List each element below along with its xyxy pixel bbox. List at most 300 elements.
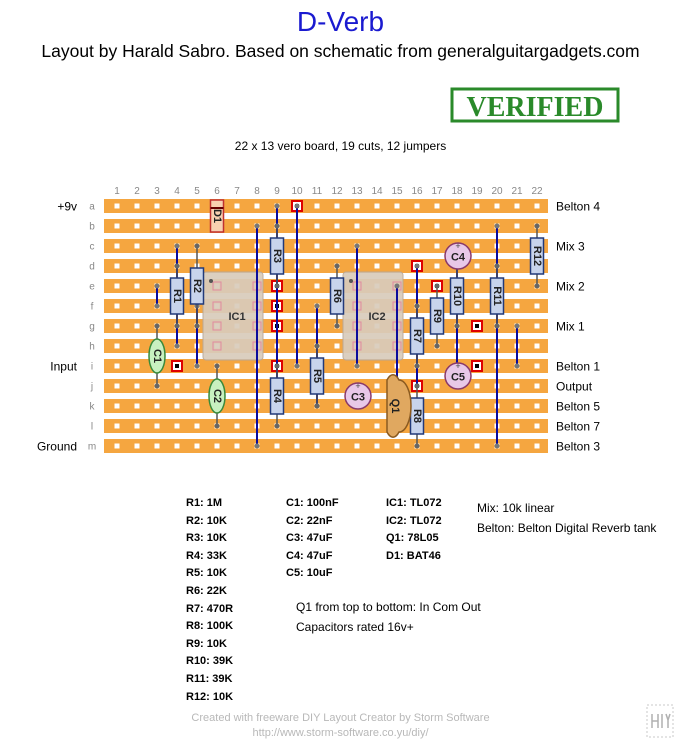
resistor-label: R11 [491, 286, 503, 306]
hole [115, 424, 120, 429]
ceramic-capacitor-label: C2 [211, 388, 223, 404]
hole [335, 424, 340, 429]
ceramic-capacitor-label: C1 [151, 348, 163, 364]
copper-strip [104, 259, 548, 273]
resistor-label: R1 [171, 288, 183, 304]
resistor-pad [535, 284, 540, 289]
column-numbers [114, 186, 543, 197]
hole [275, 444, 280, 449]
hole [115, 204, 120, 209]
board-info: 22 x 13 vero board, 19 cuts, 12 jumpers [234, 139, 447, 153]
copper-strip [104, 419, 548, 433]
hole [475, 264, 480, 269]
resistor-pad [275, 224, 280, 229]
resistor-pad [435, 344, 440, 349]
hole [195, 404, 200, 409]
jumper-end [355, 364, 360, 369]
hole [115, 444, 120, 449]
row-letter: g [89, 321, 95, 333]
jumper-end [315, 304, 320, 309]
copper-strip [104, 399, 548, 413]
right-label: Belton 4 [556, 199, 601, 214]
resistor-label: R2 [191, 278, 203, 294]
hole [195, 444, 200, 449]
copper-strip [104, 219, 548, 233]
jumper-end [395, 284, 400, 289]
hole [175, 204, 180, 209]
hole [375, 364, 380, 369]
copper-strip [104, 339, 548, 353]
hole [115, 304, 120, 309]
resistors-item: R12: 10K [186, 690, 234, 703]
hole [515, 224, 520, 229]
column-number: 13 [351, 186, 363, 197]
hole [475, 244, 480, 249]
jumper-end [355, 244, 360, 249]
hole [315, 244, 320, 249]
hole [415, 244, 420, 249]
hole [535, 304, 540, 309]
hole [215, 444, 220, 449]
hole [395, 264, 400, 269]
row-letter: c [89, 241, 95, 253]
hole [255, 204, 260, 209]
electrolytic-plus-mark: + [455, 361, 461, 371]
right-labels [556, 200, 600, 454]
hole [315, 224, 320, 229]
jumper-end [495, 444, 500, 449]
hole [375, 384, 380, 389]
jumper-end [255, 444, 260, 449]
hole [535, 324, 540, 329]
hole [435, 404, 440, 409]
resistor-pad [175, 264, 180, 269]
hole [135, 204, 140, 209]
column-number: 3 [154, 186, 160, 197]
jumper-end [175, 344, 180, 349]
column-number: 17 [431, 186, 443, 197]
hole [375, 224, 380, 229]
hole [135, 244, 140, 249]
hole [535, 424, 540, 429]
capacitors-item: C3: 47uF [286, 532, 333, 545]
column-number: 1 [114, 186, 120, 197]
column-number: 8 [254, 186, 260, 197]
hole [515, 444, 520, 449]
right-label: Mix 2 [556, 279, 585, 294]
resistor-pad [495, 324, 500, 329]
hole [435, 244, 440, 249]
right-label: Mix 3 [556, 239, 585, 254]
mix-note: Mix: 10k linear [477, 501, 555, 515]
row-letters [88, 202, 96, 453]
hole [355, 444, 360, 449]
column-number: 18 [451, 186, 463, 197]
hole [535, 344, 540, 349]
hole [235, 404, 240, 409]
right-label: Belton 7 [556, 419, 601, 434]
ic-label: IC2 [368, 311, 386, 323]
hole [395, 244, 400, 249]
hole [435, 204, 440, 209]
resistors-item: R6: 22K [186, 584, 227, 597]
hole [135, 444, 140, 449]
resistors-item: R5: 10K [186, 567, 227, 580]
resistor-pad [275, 284, 280, 289]
hole [515, 424, 520, 429]
capacitors-item: C4: 47uF [286, 549, 333, 562]
hole [475, 284, 480, 289]
hole [115, 224, 120, 229]
hole [115, 364, 120, 369]
resistor-label: R8 [411, 408, 423, 424]
q1-note: Q1 from top to bottom: In Com Out [296, 600, 481, 614]
row-letter: h [89, 341, 95, 353]
hole [315, 264, 320, 269]
hole [375, 424, 380, 429]
jumper-end [155, 304, 160, 309]
hole [155, 244, 160, 249]
capacitors-item: C1: 100nF [286, 497, 339, 509]
hole [155, 404, 160, 409]
hole [375, 444, 380, 449]
hole [475, 224, 480, 229]
hole [175, 424, 180, 429]
hole [235, 204, 240, 209]
resistor-pad [435, 284, 440, 289]
jumper-end [295, 204, 300, 209]
hole [455, 424, 460, 429]
hole [175, 384, 180, 389]
resistor-label: R6 [331, 288, 343, 304]
hole [115, 244, 120, 249]
column-number: 9 [274, 186, 280, 197]
hole [135, 224, 140, 229]
resistors-item: R11: 39K [186, 672, 233, 685]
diode-label: D1 [211, 208, 223, 224]
hole [235, 244, 240, 249]
hole [335, 384, 340, 389]
hole [515, 204, 520, 209]
hole [395, 224, 400, 229]
jumper-end [195, 364, 200, 369]
cut-hole [175, 364, 179, 368]
semis-item: IC1: TL072 [386, 497, 442, 509]
hole [335, 344, 340, 349]
hole [515, 304, 520, 309]
column-number: 5 [194, 186, 200, 197]
hole [415, 204, 420, 209]
copper-strip [104, 199, 548, 213]
hole [515, 404, 520, 409]
column-number: 21 [511, 186, 523, 197]
resistor-label: R7 [411, 328, 423, 344]
hole [195, 384, 200, 389]
column-number: 11 [311, 186, 323, 197]
row-letter: f [90, 301, 94, 313]
column-number: 6 [214, 186, 220, 197]
hole [535, 444, 540, 449]
capacitor-list [286, 495, 339, 583]
hole [215, 244, 220, 249]
hole [375, 204, 380, 209]
hole [375, 264, 380, 269]
hole [435, 424, 440, 429]
hole [475, 204, 480, 209]
row-letter: e [89, 281, 95, 293]
belton-note: Belton: Belton Digital Reverb tank [477, 521, 657, 535]
electrolytic-plus-mark: + [455, 241, 461, 251]
resistor-pad [195, 324, 200, 329]
ceramic-capacitor-pad [215, 424, 220, 429]
jumper-end [295, 364, 300, 369]
resistors-item: R10: 39K [186, 655, 234, 668]
right-label: Output [556, 379, 593, 394]
hole [175, 224, 180, 229]
hole [335, 404, 340, 409]
column-number: 2 [134, 186, 140, 197]
hole [475, 424, 480, 429]
hole [515, 284, 520, 289]
semis-item: D1: BAT46 [386, 549, 441, 562]
hole [475, 444, 480, 449]
hole [335, 244, 340, 249]
diy-logo-icon [646, 704, 674, 738]
page-title: D-Verb [296, 6, 385, 37]
hole [155, 444, 160, 449]
hole [355, 424, 360, 429]
copper-strip [104, 239, 548, 253]
hole [335, 364, 340, 369]
hole [135, 284, 140, 289]
column-number: 14 [371, 186, 383, 197]
hole [115, 344, 120, 349]
hole [135, 344, 140, 349]
hole [415, 224, 420, 229]
resistor-pad [415, 384, 420, 389]
hole [455, 404, 460, 409]
ic-pin1-mark [209, 279, 213, 283]
resistors-item: R9: 10K [186, 637, 227, 650]
hole [515, 264, 520, 269]
hole [435, 364, 440, 369]
copper-strip [104, 379, 548, 393]
hole [535, 404, 540, 409]
hole [455, 224, 460, 229]
hole [435, 224, 440, 229]
ceramic-capacitor-pad [155, 384, 160, 389]
resistor-pad [415, 364, 420, 369]
column-number: 22 [531, 186, 543, 197]
column-number: 7 [234, 186, 240, 197]
hole [535, 364, 540, 369]
hole [495, 204, 500, 209]
hole [475, 404, 480, 409]
hole [395, 204, 400, 209]
stamp-text: VERIFIED [466, 92, 604, 123]
jumper-end [515, 324, 520, 329]
hole [155, 424, 160, 429]
hole [315, 284, 320, 289]
cut-hole [475, 364, 479, 368]
column-number: 15 [391, 186, 403, 197]
row-letter: l [90, 421, 94, 433]
semiconductor-list [386, 495, 442, 565]
hole [195, 424, 200, 429]
electrolytic-capacitor-label: C4 [450, 251, 466, 264]
row-letter: m [87, 441, 97, 453]
jumper-end [515, 364, 520, 369]
row-letter: j [90, 381, 94, 393]
hole [135, 324, 140, 329]
resistor-label: R9 [431, 308, 443, 324]
hole [155, 204, 160, 209]
ceramic-capacitor-pad [215, 364, 220, 369]
resistor-pad [455, 324, 460, 329]
resistor-pad [335, 264, 340, 269]
resistor-pad [415, 444, 420, 449]
jumper-end [275, 204, 280, 209]
hole [115, 284, 120, 289]
row-letter: d [89, 261, 95, 273]
resistors-item: R3: 10K [186, 532, 227, 545]
hole [455, 204, 460, 209]
hole [515, 244, 520, 249]
hole [115, 324, 120, 329]
resistor-label: R12 [531, 245, 543, 267]
right-label: Belton 5 [556, 399, 601, 414]
hole [135, 384, 140, 389]
resistors-item: R2: 10K [186, 514, 227, 527]
hole [175, 444, 180, 449]
hole [515, 384, 520, 389]
hole [115, 384, 120, 389]
resistor-list [186, 495, 233, 706]
resistor-label: R4 [271, 388, 283, 404]
capacitors-item: C5: 10uF [286, 567, 333, 580]
hole [455, 444, 460, 449]
hole [235, 444, 240, 449]
hole [335, 204, 340, 209]
transistor-label: Q1 [389, 398, 401, 414]
resistors-item: R1: 1M [186, 497, 223, 509]
capacitors-item: C2: 22nF [286, 514, 333, 527]
hole [195, 224, 200, 229]
resistor-pad [275, 424, 280, 429]
right-label: Belton 3 [556, 439, 601, 454]
resistor-pad [175, 324, 180, 329]
vero-board [0, 180, 681, 460]
hole [155, 224, 160, 229]
hole [355, 224, 360, 229]
capacitor-note: Capacitors rated 16v+ [296, 620, 414, 634]
page-subtitle: Layout by Harald Sabro. Based on schematic from generalguitargadgets.com [41, 41, 640, 61]
electrolytic-plus-mark: + [355, 381, 361, 391]
hole [335, 444, 340, 449]
resistor-label: R5 [311, 368, 323, 384]
hole [195, 204, 200, 209]
ceramic-capacitor-pad [155, 324, 160, 329]
electrolytic-capacitor-label: C5 [450, 371, 466, 384]
jumper-end [175, 244, 180, 249]
cut-hole [475, 324, 479, 328]
row-letter: a [89, 201, 95, 213]
hole [135, 264, 140, 269]
row-letter: b [89, 221, 95, 233]
resistor-pad [335, 324, 340, 329]
hole [435, 264, 440, 269]
hole [475, 384, 480, 389]
footer-link[interactable]: http://www.storm-software.co.yu/diy/ [252, 727, 429, 739]
hole [135, 364, 140, 369]
resistors-item: R8: 100K [186, 620, 234, 633]
hole [375, 244, 380, 249]
jumper-end [415, 264, 420, 269]
resistor-pad [415, 304, 420, 309]
hole [435, 444, 440, 449]
resistor-pad [315, 344, 320, 349]
hole [435, 384, 440, 389]
resistor-pad [535, 224, 540, 229]
left-labels [37, 200, 78, 454]
column-number: 12 [331, 186, 343, 197]
hole [135, 404, 140, 409]
hole [235, 364, 240, 369]
hole [375, 404, 380, 409]
jumper-end [255, 224, 260, 229]
verified-stamp [450, 87, 620, 123]
resistor-label: R10 [451, 285, 463, 307]
hole [295, 424, 300, 429]
hole [315, 204, 320, 209]
row-letter: i [90, 361, 94, 373]
row-letter: k [89, 401, 95, 413]
hole [335, 224, 340, 229]
resistor-pad [315, 404, 320, 409]
left-label: +9v [57, 199, 77, 214]
resistors-item: R4: 33K [186, 549, 227, 562]
electrolytic-capacitor-label: C3 [350, 391, 366, 404]
ic-pin1-mark [349, 279, 353, 283]
hole [235, 224, 240, 229]
column-number: 10 [291, 186, 303, 197]
hole [295, 404, 300, 409]
right-label: Mix 1 [556, 319, 585, 334]
column-number: 16 [411, 186, 423, 197]
hole [395, 444, 400, 449]
left-label: Ground [36, 439, 77, 454]
hole [235, 424, 240, 429]
hole [235, 264, 240, 269]
hole [535, 384, 540, 389]
hole [295, 444, 300, 449]
column-number: 20 [491, 186, 503, 197]
hole [475, 344, 480, 349]
hole [355, 204, 360, 209]
jumper-end [495, 224, 500, 229]
resistor-pad [195, 244, 200, 249]
hole [115, 404, 120, 409]
resistor-label: R3 [271, 248, 283, 264]
hole [235, 384, 240, 389]
hole [215, 264, 220, 269]
copper-strip [104, 439, 548, 453]
semis-item: IC2: TL072 [386, 514, 442, 527]
jumper-end [155, 284, 160, 289]
hole [175, 404, 180, 409]
hole [135, 304, 140, 309]
hole [135, 424, 140, 429]
